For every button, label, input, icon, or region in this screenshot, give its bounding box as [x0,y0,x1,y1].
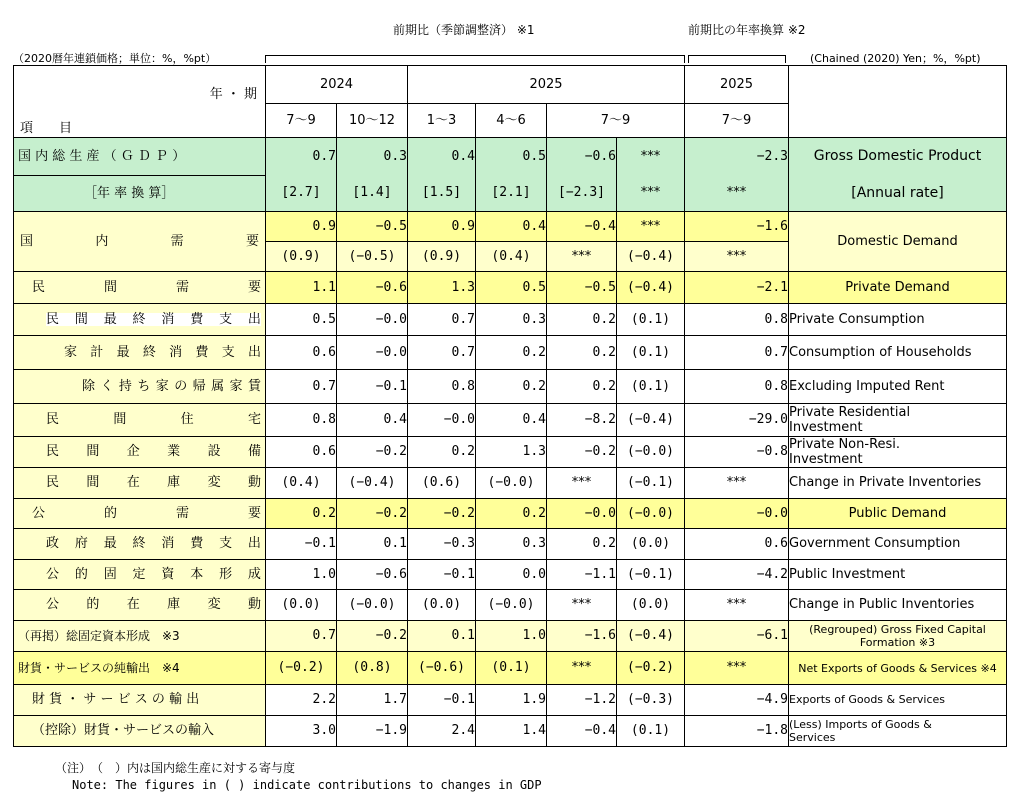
gfcf-v6: (−0.4) [617,621,685,652]
note-jp: （注） （ ）内は国内総生産に対する寄与度 [55,761,296,775]
period-3: 1～3 [408,104,476,138]
dd-v3: 0.9 [408,212,476,242]
pn-v6: (−0.0) [617,437,685,468]
period-6: 7～9 [685,104,789,138]
row-government-consumption [14,529,1007,560]
row-private-non-resi [14,437,1007,468]
gdp-v1: 0.7 [266,138,337,176]
gdp-annual-label: ［年 率 換 算］ [14,176,266,212]
gfcf-v5: −1.6 [547,621,617,652]
hc-v5: 0.2 [547,336,617,370]
gdp-annual-v7: *** [685,176,789,212]
exp-v2: 1.7 [337,685,408,716]
exp-v4: 1.9 [476,685,547,716]
pr-v1: 0.8 [266,404,337,437]
private-consumption-label: 民 間 最 終 消 費 支 出 [14,304,266,336]
row-private-inventories [14,468,1007,499]
ddc-v2: (−0.5) [337,242,408,272]
gdp-v6: *** [617,138,685,176]
pd-v4: 0.5 [476,272,547,304]
pi-v6: (−0.1) [617,468,685,499]
note-en: Note: The figures in ( ) indicate contributions to changes in GDP [72,778,542,792]
imports-label: （控除）財貨・サービスの輸入 [14,716,266,747]
gc-v3: −0.3 [408,529,476,560]
pn-v5: −0.2 [547,437,617,468]
private-inventories-label: 民 間 在 庫 変 動 [14,468,266,499]
domestic-demand-label: 国 内 需 要 [14,212,266,272]
private-non-resi-en: Private Non-Resi. Investment [789,437,1007,468]
gv-v3: (0.0) [408,590,476,621]
private-demand-label: 民 間 需 要 [14,272,266,304]
qoq-label: 前期比（季節調整済） ※1 [393,23,535,37]
gc-v7: 0.6 [685,529,789,560]
gdp-annual-v1: [2.7] [266,176,337,212]
imp-v4: 1.4 [476,716,547,747]
gv-v2: (−0.0) [337,590,408,621]
dd-v6: *** [617,212,685,242]
gdp-en: Gross Domestic Product [789,138,1007,176]
dd-v4: 0.4 [476,212,547,242]
private-residential-label: 民 間 住 宅 [14,404,266,437]
period-5: 7～9 [547,104,685,138]
pub-v4: 0.2 [476,499,547,529]
gdp-annual-v5: [−2.3] [547,176,617,212]
pn-v1: 0.6 [266,437,337,468]
pi-v2: (−0.4) [337,468,408,499]
public-investment-label: 公 的 固 定 資 本 形 成 [14,560,266,590]
ddc-v4: (0.4) [476,242,547,272]
excluding-imputed-rent-en: Excluding Imputed Rent [789,370,1007,404]
pd-v2: −0.6 [337,272,408,304]
imp-v2: −1.9 [337,716,408,747]
exp-v7: −4.9 [685,685,789,716]
gdp-v7: −2.3 [685,138,789,176]
pd-v7: −2.1 [685,272,789,304]
gdp-v3: 0.4 [408,138,476,176]
private-consumption-en: Private Consumption [789,304,1007,336]
ex-v3: 0.8 [408,370,476,404]
pd-v5: −0.5 [547,272,617,304]
imp-v1: 3.0 [266,716,337,747]
imp-v5: −0.4 [547,716,617,747]
net-exports-label: 財貨・サービスの純輸出 ※4 [14,652,266,685]
gfcf-v2: −0.2 [337,621,408,652]
pr-v4: 0.4 [476,404,547,437]
dd-v7: −1.6 [685,212,789,242]
pr-v6: (−0.4) [617,404,685,437]
nx-v1: (−0.2) [266,652,337,685]
pc-v3: 0.7 [408,304,476,336]
exports-en: Exports of Goods & Services [789,685,1007,716]
row-net-exports [14,652,1007,685]
pub-v3: −0.2 [408,499,476,529]
pr-v2: 0.4 [337,404,408,437]
gi-v5: −1.1 [547,560,617,590]
row-excluding-imputed-rent [14,370,1007,404]
gc-v2: 0.1 [337,529,408,560]
hc-v1: 0.6 [266,336,337,370]
gfcf-v7: −6.1 [685,621,789,652]
ddc-v1: (0.9) [266,242,337,272]
pr-v3: −0.0 [408,404,476,437]
exports-label: 財 貨 ・ サ ー ビ ス の 輸 出 [14,685,266,716]
nx-v6: (−0.2) [617,652,685,685]
unit-jp: （2020暦年連鎖価格；単位：%，%pt） [13,52,217,65]
ex-v4: 0.2 [476,370,547,404]
public-demand-en: Public Demand [789,499,1007,529]
pn-v3: 0.2 [408,437,476,468]
ex-v5: 0.2 [547,370,617,404]
public-demand-label: 公 的 需 要 [14,499,266,529]
gdp-v4: 0.5 [476,138,547,176]
ex-v2: −0.1 [337,370,408,404]
household-consumption-label: 家 計 最 終 消 費 支 出 [14,336,266,370]
row-private-consumption [14,304,1007,336]
row-domestic-demand [14,212,1007,242]
year-period-label: 年 ・ 期 [209,87,257,102]
pi-v3: (0.6) [408,468,476,499]
pub-v7: −0.0 [685,499,789,529]
pub-v2: −0.2 [337,499,408,529]
gdp-annual-v4: [2.1] [476,176,547,212]
pub-v1: 0.2 [266,499,337,529]
pc-v7: 0.8 [685,304,789,336]
nx-v3: (−0.6) [408,652,476,685]
exp-v3: −0.1 [408,685,476,716]
pr-v7: −29.0 [685,404,789,437]
row-imports [14,716,1007,747]
row-private-demand [14,272,1007,304]
gi-v1: 1.0 [266,560,337,590]
row-public-demand [14,499,1007,529]
year-2024: 2024 [266,66,408,104]
gfcf-v3: 0.1 [408,621,476,652]
period-4: 4～6 [476,104,547,138]
row-gdp-annual [14,176,1007,212]
nx-v5: *** [547,652,617,685]
pi-v7: *** [685,468,789,499]
exp-v5: −1.2 [547,685,617,716]
nx-v4: (0.1) [476,652,547,685]
ex-v1: 0.7 [266,370,337,404]
exp-v6: (−0.3) [617,685,685,716]
row-private-residential [14,404,1007,437]
gdp-v2: 0.3 [337,138,408,176]
item-label: 項 目 [20,121,73,136]
dd-v2: −0.5 [337,212,408,242]
gv-v5: *** [547,590,617,621]
gv-v6: (0.0) [617,590,685,621]
year-2025-annual: 2025 [685,66,789,104]
private-inventories-en: Change in Private Inventories [789,468,1007,499]
ex-v7: 0.8 [685,370,789,404]
gdp-label: 国 内 総 生 産 （ Ｇ Ｄ Ｐ ） [14,138,266,176]
ddc-v3: (0.9) [408,242,476,272]
gc-v4: 0.3 [476,529,547,560]
gc-v6: (0.0) [617,529,685,560]
row-exports [14,685,1007,716]
pr-v5: −8.2 [547,404,617,437]
header-corner [14,66,266,138]
public-investment-en: Public Investment [789,560,1007,590]
gc-v1: −0.1 [266,529,337,560]
gi-v3: −0.1 [408,560,476,590]
hc-v4: 0.2 [476,336,547,370]
private-non-resi-label: 民 間 企 業 設 備 [14,437,266,468]
pn-v2: −0.2 [337,437,408,468]
dd-v1: 0.9 [266,212,337,242]
annual-bracket [688,55,786,63]
ddc-v5: *** [547,242,617,272]
gdp-table [13,65,1007,747]
hc-v6: (0.1) [617,336,685,370]
annual-rate-label: 前期比の年率換算 ※2 [688,23,806,37]
gfcf-v1: 0.7 [266,621,337,652]
gfcf-en: (Regrouped) Gross Fixed Capital Formation ※3 [789,621,1007,652]
net-exports-en: Net Exports of Goods & Services ※4 [789,652,1007,685]
gi-v7: −4.2 [685,560,789,590]
pc-v4: 0.3 [476,304,547,336]
gv-v4: (−0.0) [476,590,547,621]
government-consumption-en: Government Consumption [789,529,1007,560]
pc-v6: (0.1) [617,304,685,336]
pc-v1: 0.5 [266,304,337,336]
pd-v3: 1.3 [408,272,476,304]
pn-v7: −0.8 [685,437,789,468]
header-english-blank [789,66,1007,138]
unit-en: (Chained (2020) Yen；%，%pt) [810,52,981,65]
hc-v3: 0.7 [408,336,476,370]
imp-v3: 2.4 [408,716,476,747]
imp-v7: −1.8 [685,716,789,747]
gdp-annual-v2: [1.4] [337,176,408,212]
pd-v1: 1.1 [266,272,337,304]
row-public-investment [14,560,1007,590]
pi-v5: *** [547,468,617,499]
dd-v5: −0.4 [547,212,617,242]
private-demand-en: Private Demand [789,272,1007,304]
imp-v6: (0.1) [617,716,685,747]
pc-v5: 0.2 [547,304,617,336]
domestic-demand-en: Domestic Demand [789,212,1007,272]
imports-en: (Less) Imports of Goods & Services [789,716,1007,747]
ddc-v6: (−0.4) [617,242,685,272]
row-gdp [14,138,1007,176]
period-2: 10～12 [337,104,408,138]
pub-v5: −0.0 [547,499,617,529]
qoq-bracket [265,55,685,63]
government-consumption-label: 政 府 最 終 消 費 支 出 [14,529,266,560]
private-residential-en: Private Residential Investment [789,404,1007,437]
public-inventories-label: 公 的 在 庫 変 動 [14,590,266,621]
gi-v6: (−0.1) [617,560,685,590]
gv-v1: (0.0) [266,590,337,621]
household-consumption-en: Consumption of Households [789,336,1007,370]
nx-v2: (0.8) [337,652,408,685]
public-inventories-en: Change in Public Inventories [789,590,1007,621]
gi-v2: −0.6 [337,560,408,590]
row-public-inventories [14,590,1007,621]
gfcf-v4: 1.0 [476,621,547,652]
pi-v1: (0.4) [266,468,337,499]
gdp-v5: −0.6 [547,138,617,176]
pn-v4: 1.3 [476,437,547,468]
year-2025: 2025 [408,66,685,104]
exp-v1: 2.2 [266,685,337,716]
gi-v4: 0.0 [476,560,547,590]
gfcf-label: （再掲）総固定資本形成 ※3 [14,621,266,652]
gv-v7: *** [685,590,789,621]
hc-v2: −0.0 [337,336,408,370]
pd-v6: (−0.4) [617,272,685,304]
gdp-annual-v6: *** [617,176,685,212]
nx-v7: *** [685,652,789,685]
gc-v5: 0.2 [547,529,617,560]
pi-v4: (−0.0) [476,468,547,499]
row-gfcf [14,621,1007,652]
pc-v2: −0.0 [337,304,408,336]
pub-v6: (−0.0) [617,499,685,529]
hc-v7: 0.7 [685,336,789,370]
ddc-v7: *** [685,242,789,272]
period-1: 7～9 [266,104,337,138]
gdp-annual-v3: [1.5] [408,176,476,212]
gdp-annual-en: [Annual rate] [789,176,1007,212]
excluding-imputed-rent-label: 除 く 持 ち 家 の 帰 属 家 賃 [14,370,266,404]
ex-v6: (0.1) [617,370,685,404]
row-household-consumption [14,336,1007,370]
